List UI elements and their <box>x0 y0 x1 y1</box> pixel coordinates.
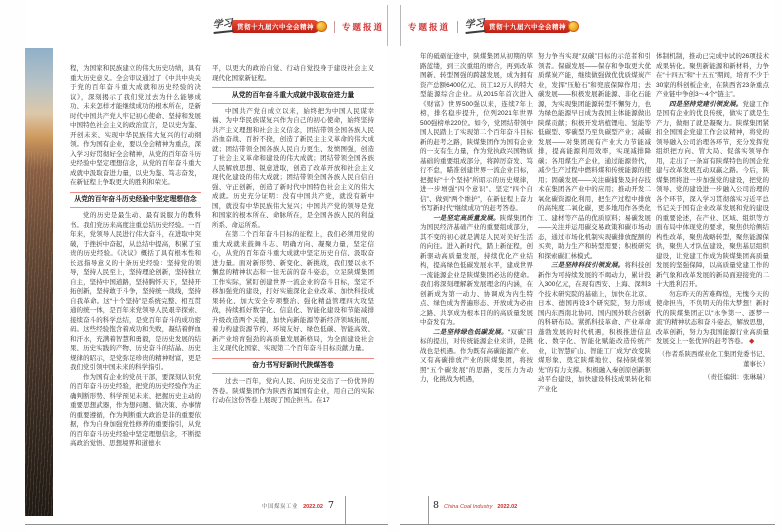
section-label: 专题报道 <box>408 21 451 32</box>
right-page-footer <box>433 500 517 511</box>
page-number: 7 <box>327 500 334 511</box>
header-divider <box>334 21 335 33</box>
paragraph: 一是坚定高质量发展。陕煤集团作为国民经济基础产业的重要组成部分，其不变的初心就是满足人民对美好生活的向往。进入新时代，踏上新征程，创新驱动高质量发展，持续优化产业结构，提高绿色低碳发展水平，建成世界一流能源企业是陕煤集团必达的使命。我们将深刻理解新发展理念的内涵，在创新成为第一动力、协调成为内生特点、绿色成为普遍形态、开放成为必由之路、共享成为根本目的的高质量发展中奋发有为。 <box>420 214 533 326</box>
right-page-column-3 <box>656 52 769 500</box>
paragraph: 中国共产党自成立以来，始终把为中国人民谋幸福、为中华民族谋复兴作为自己的初心使命，始终坚持共产主义理想和社会主义信念，团结带领全国各族人民浴血奋战、百折不挠，创造了新民主主义革命的伟大成就；团结带领全国各族人民自力更生、发愤图强，创造了社会主义革命和建设的伟大成就；团结带领全国各族人民解放思想、锐意进取，创造了改革开放和社会主义现代化建设的伟大成就；团结带领全国各族人民自信自强、守正创新，创造了新时代中国特色社会主义的伟大成就。历史充分证明：没有中国共产党，就没有新中国，就没有中华民族伟大复兴；中国共产党的领导是党和国家的根本所在、命脉所在，是全国各族人民的利益所系、命运所系。 <box>212 107 374 229</box>
paragraph: 体制机制，推动已完成中试的26项技术成果转化。聚焦新能源和新材料，力争在“十四五”和“十五五”期间，培育不少于30家的科创板企业，在陕西省23条重点产业链中争创3～4个“链主”。 <box>656 53 769 98</box>
page-right <box>400 0 775 532</box>
attribution-line: （责任编辑：张琳瑞） <box>704 373 769 381</box>
journal-name-cn: 中国煤炭工业 <box>262 504 299 510</box>
page-left <box>25 0 388 532</box>
section-label: 专题报道 <box>341 21 384 32</box>
paragraph-lead: 四是坚持党建引领发展。 <box>669 100 743 108</box>
right-page-column-2 <box>538 52 651 500</box>
footer-rule <box>428 496 429 524</box>
paragraph: 四是坚持党建引领发展。党建工作是国有企业的优良传统，做实了就是生产力，做细了就是凝聚力。陕煤集团紧扣全国国企党建工作会议精神，将党的领导融入公司治理各环节，充分发挥党组织把方向、管大局、促落实领导作用，走出了一条富有陕煤特色的国企党建与改革发展互动双赢之路。今后，陕煤集团将进一步加强党的建设，把党的领导、党的建设进一步融入公司治理的各个环节，深入学习贯彻落实习近平总书记关于国有企业改革发展和党的建设的重要论述，在产业、区域、组织等方面布局中体现党的要求，聚焦供给侧结构性改革，聚焦战略转型，聚焦能源保供，聚焦人才队伍建设，聚焦基层组织建设，让党建工作成为陕煤集团高质量发展的坚强保障，以高质量党建工作的新气象和改革发展的新局面迎接党的二十大胜利召开。 <box>656 100 769 288</box>
left-page-column-1 <box>70 64 201 520</box>
journal-name-en: China Coal Industry <box>444 504 493 510</box>
left-page-header <box>212 17 384 33</box>
left-page-footer <box>262 500 334 511</box>
article-end-icon: ◆ <box>749 338 755 345</box>
paragraph-lead: 二是坚持绿色低碳发展。 <box>433 328 508 336</box>
banner-script-text: 学习 <box>212 19 233 34</box>
page-bottom-rule <box>400 524 775 525</box>
paragraph-lead: 一是坚定高质量发展。 <box>433 214 500 222</box>
party-emblem-icon <box>316 21 327 32</box>
section-heading: 奋力书写好新时代陕煤答卷 <box>212 358 374 375</box>
paragraph: 程，为国家和民族建立的伟大历史功绩，具有重大历史意义。全会审议通过了《中共中央关于党的百年奋斗重大成就和历史经验的决议》，深刻揭示了我们党过去为什么能够成功、未来怎样才能继续成功的根本所在，是新时代中国共产党人牢记初心使命、坚持和发展中国特色社会主义的政治宣言，是以史为鉴、开创未来、实现中华民族伟大复兴的行动纲领。作为国有企业，要以全会精神为重点，深入学习好贯彻好全会精神，从党的百年奋斗历史经验中坚定理想信念，从党的百年奋斗重大成就中汲取奋进力量，以史为鉴、笃志奋发，在新征程上争取更大的胜利和荣光。 <box>70 65 201 186</box>
paragraph: 勿忘昨天的苦难辉煌，无愧今天的使命担当，不负明天的伟大梦想！新时代的陕煤集团正以“永争第一、逐梦一流”的精神状态和奋斗姿态，解放思想，改革创新，努力为我国能源行业高质量发展交上一张优异的赶考答卷。 ◆ <box>656 290 769 345</box>
issue-number: 2022.02 <box>497 504 518 510</box>
paragraph: 二是坚持绿色低碳发展。“双碳”目标的提出，对传统能源企业来讲，是挑战也是机遇。作为既有高碳能源产业、又有高碳排放产业的陕煤集团，将按照“五个碳发展”的思路，变压力为动力，化挑战为机遇， <box>420 328 533 383</box>
paragraph: 平，以更大的政治自觉、行动自觉投身于建设社会主义现代化国家新征程。 <box>212 65 374 82</box>
paragraph-lead: 三是坚持科技引领发展。 <box>551 262 625 269</box>
header-divider <box>457 21 458 33</box>
railway-coal-yard-photo <box>25 48 53 516</box>
paragraph: 努力争当实现“双碳”目标的示范者和引领者。保碳发展——保存和争取更大优质煤炭产能，继续做强做优优质煤炭产业，发挥“压舱石”和兜底保障作用；去碳发展——积极发展新能源、非化石能源，为实现集团能源转型不懈努力，也为绿色能源早日成为我国主体能源做出陕煤贡献；积极开发培植锂电、氢能等低碳型、零碳型乃至负碳型产业；减碳发展——对集团现有产业大力节能减排，提高能源利用效率，实现减排降碳；各用煤生产企业，通过能源替代，减少生产过程中燃料煤和传统能源的使用；固碳发展——关注碳捕集及封存技术在集团各产业中的应用；推动开发二氧化碳资源化利用，把生产过程中排放的高纯度二氧化碳，更多地用作各类化工、建材等产品的优质原料；易碳发展——关注并运用碳交易政策和碳市场动态，通过市场化机制实现碳排放配额的买卖，助力生产和转型需要；积极研究和探索碳汇林模式。 <box>538 53 651 260</box>
issue-number: 2022.02 <box>303 504 323 510</box>
section-heading: 从党的百年奋斗历史经验中坚定理想信念 <box>70 192 201 209</box>
left-page-column-2 <box>212 64 374 520</box>
attribution-line: （作者系陕西煤业化工集团党委书记、董事长） <box>658 351 769 368</box>
footer-rule <box>345 496 346 524</box>
issue-theme-banner <box>212 17 327 33</box>
paragraph: 三是坚持科技引领发展。将科技创新作为可持续发展的不竭动力，累计投入300亿元，在现有西安、上海、深圳3个技术研究院的基础上，加快在北京、日本、德国再设3个研究院，努力形成国内东西南北协同、国内国外联合创新的科研布局。紧抓科技革命、产业革命蓬勃发展的时代机遇，积极推进信息化、数字化、智能化赋能改造传统产业，让智慧矿山、智能工厂成为“改变陕煤形象、奠定陕煤地位、保持陕煤领先”的有力支撑。积极融入秦创原创新驱动平台建设，加快建设科技成果转化和产业化 <box>538 262 651 393</box>
page-edge-rule <box>387 5 388 46</box>
paragraph: 年的砥砺征途中，陕煤集团从初期的筚路蓝缕，到三次重组的磨合，再到改革图新、转型图强的跨越发展，成为拥有资产总额6400亿元、员工12万人的特大型能源综合企业。从2015年首次进入《财富》世界500强以来，连续7年上榜，排名稳步提升，位列2021年世界500强榜单220位。如今，党团结带领中国人民踏上了实现第二个百年奋斗目标新的赶考之路，陕煤集团作为国有企业的一支有生力量，作为党执政兴国物质基础的重要组成部分，将踔厉奋发、笃行不怠，瞄准创建世界一流企业目标，把握好“十个坚持”所昭示的历史规律，进一步增强“四个意识”、坚定“四个自信”、做到“两个维护”，在新征程上奋力书写新时代“继续成功”的赶考答卷。 <box>420 53 533 212</box>
paragraph: 作为国有企业的党员干部，要深刻认识党的百年奋斗历史经验，把党的历史经验作为正确判断形势、科学预见未来、把握历史主动的重要思想武器，作为想问题、做决策、办事情的重要遵循，作为判断重大政治是非的重要依据，作为自身加强党性修养的重要指引，从党的百年奋斗历史经验中坚定理想信念，不断提高政治觉悟、思想境界和道德水 <box>70 373 201 447</box>
party-emblem-icon <box>568 21 579 32</box>
right-page-column-1 <box>420 52 533 500</box>
page-edge-rule <box>400 5 401 46</box>
banner-ribbon: 贯彻十九届六中全会精神 <box>232 20 320 33</box>
banner-ribbon: 贯彻十九届六中全会精神 <box>484 20 572 33</box>
railway-tracks-texture <box>25 151 53 516</box>
paragraph: 党的历史是最生动、最有说服力的教科书。我们党历来高度注重总结历史经验。一百年来，党领导人民进行伟大奋斗，在进取中突破，于挫折中奋起，从总结中提高，积累了宝贵的历史经验。《决议》概括了具有根本性和长远指导意义的十条历史经验：坚持党的领导，坚持人民至上，坚持理论创新，坚持独立自主，坚持中国道路，坚持胸怀天下，坚持开拓创新，坚持敢于斗争，坚持统一战线，坚持自我革命。这“十个坚持”是系统完整、相互贯通的统一体，是百年来党领导人民艰辛探索、接续奋斗的科学总结，是党百年奋斗的成功密码。这些经验饱含着成功和失败，凝结着鲜血和汗水，充满着智慧和勇毅，是历史发展的结果、历史实践的产物、历史奋斗的结晶、历史规律的昭示，是党弥足珍贵的精神财富，更是我们党引领中国未来的科学指引。 <box>70 212 201 371</box>
issue-theme-banner <box>464 17 579 33</box>
paragraph: 在第二个百年奋斗目标的征程上，我们必须用党的重大成就来鼓舞斗志、明确方向、凝聚力量，坚定信心，从党的百年奋斗重大成就中坚定历史自信、汲取奋进力量。面对新形势、新变化、新挑战，我们要以永不懈怠的精神状态和一往无前的奋斗姿态，立足陕煤集团工作实际，紧盯创建世界一流企业的奋斗目标，坚定不移加强党的建设，打好实施深化企业改革、加快科技成果转化、加大安全专项整治、强化精益管理四大攻坚战，持续抓好数字化、信息化、智能化建设和节能减排升级改造两个关键，加快向新能源等新经济领域拓展，着力构建资源节约、环境友好、绿色低碳、智能高效、新产业培育强劲的高质量发展新格局，为全面建设社会主义现代化国家、实现第二个百年奋斗目标贡献力量。 <box>212 231 374 352</box>
page-number: 8 <box>433 500 440 511</box>
right-page-header <box>408 17 579 33</box>
paragraph: 过去一百年，党向人民、向历史交出了一份优异的答卷。陕煤集团作为陕西省属国有企业，用自己的实际行动在这份答卷上展现了国企担当。在17 <box>212 378 374 404</box>
page-bottom-rule <box>25 524 388 525</box>
section-heading: 从党的百年奋斗重大成就中汲取奋进力量 <box>212 87 374 104</box>
banner-script-text: 学习 <box>464 19 485 34</box>
